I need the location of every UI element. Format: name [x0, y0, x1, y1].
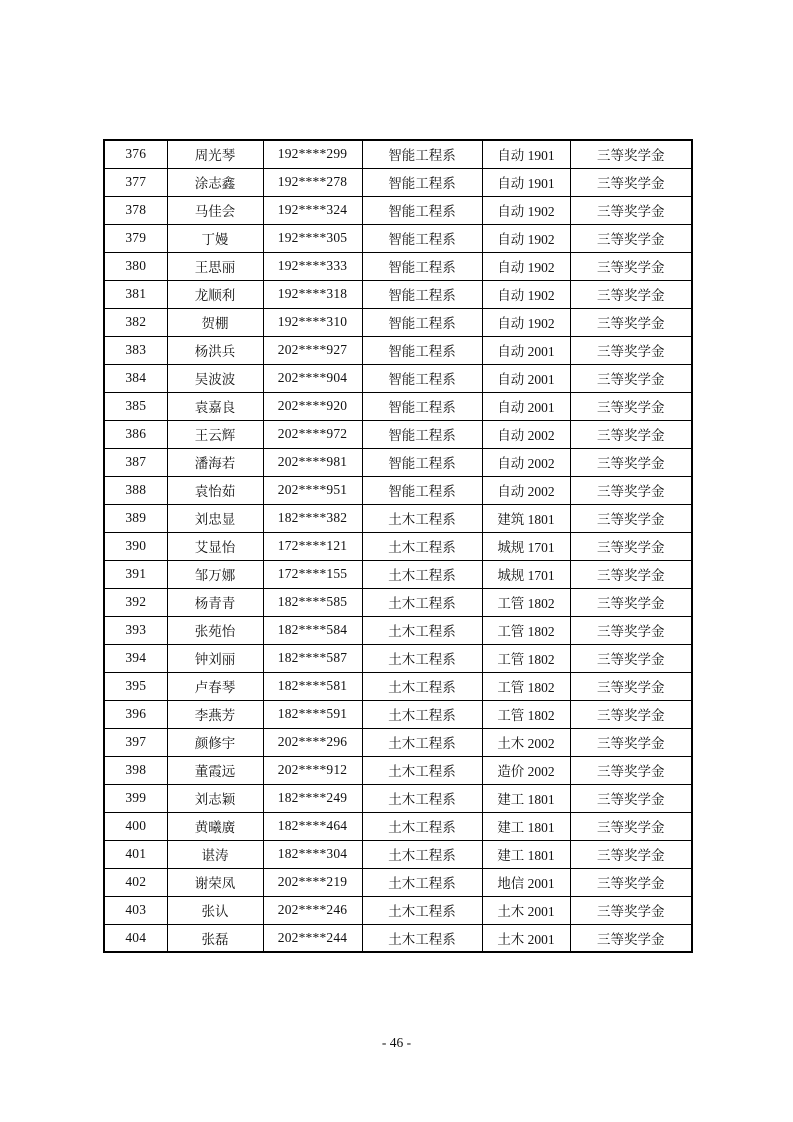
- cell-student-id: 182****382: [263, 504, 362, 532]
- cell-student-name: 袁怡茹: [167, 476, 263, 504]
- cell-row-number: 390: [104, 532, 167, 560]
- cell-department: 土木工程系: [362, 840, 482, 868]
- cell-class: 土木 2001: [482, 896, 570, 924]
- cell-student-id: 192****310: [263, 308, 362, 336]
- table-row: [104, 140, 692, 168]
- cell-department: 土木工程系: [362, 560, 482, 588]
- cell-row-number: 394: [104, 644, 167, 672]
- table-row: [104, 476, 692, 504]
- cell-student-id: 192****333: [263, 252, 362, 280]
- cell-row-number: 385: [104, 392, 167, 420]
- cell-student-id: 202****904: [263, 364, 362, 392]
- table-row: [104, 840, 692, 868]
- cell-student-name: 龙顺利: [167, 280, 263, 308]
- cell-row-number: 399: [104, 784, 167, 812]
- cell-student-id: 192****318: [263, 280, 362, 308]
- cell-department: 土木工程系: [362, 644, 482, 672]
- cell-student-name: 吴波波: [167, 364, 263, 392]
- cell-award: 三等奖学金: [570, 868, 692, 896]
- cell-award: 三等奖学金: [570, 728, 692, 756]
- table-row: [104, 420, 692, 448]
- cell-student-name: 贺棚: [167, 308, 263, 336]
- table-row: [104, 504, 692, 532]
- cell-department: 智能工程系: [362, 336, 482, 364]
- cell-department: 土木工程系: [362, 868, 482, 896]
- cell-student-id: 202****972: [263, 420, 362, 448]
- cell-department: 智能工程系: [362, 252, 482, 280]
- cell-class: 建工 1801: [482, 812, 570, 840]
- cell-department: 土木工程系: [362, 672, 482, 700]
- cell-student-id: 182****304: [263, 840, 362, 868]
- table-row: [104, 364, 692, 392]
- cell-department: 智能工程系: [362, 476, 482, 504]
- cell-class: 自动 2002: [482, 476, 570, 504]
- cell-class: 自动 1902: [482, 280, 570, 308]
- cell-student-name: 刘忠显: [167, 504, 263, 532]
- cell-row-number: 387: [104, 448, 167, 476]
- cell-department: 土木工程系: [362, 588, 482, 616]
- cell-department: 土木工程系: [362, 504, 482, 532]
- cell-award: 三等奖学金: [570, 336, 692, 364]
- table-row: [104, 756, 692, 784]
- cell-award: 三等奖学金: [570, 588, 692, 616]
- cell-class: 自动 1902: [482, 252, 570, 280]
- cell-student-name: 周光琴: [167, 140, 263, 168]
- page-number: - 46 -: [381, 1035, 412, 1050]
- cell-student-name: 杨青青: [167, 588, 263, 616]
- cell-student-id: 182****587: [263, 644, 362, 672]
- cell-class: 自动 2002: [482, 448, 570, 476]
- cell-row-number: 383: [104, 336, 167, 364]
- cell-award: 三等奖学金: [570, 644, 692, 672]
- cell-class: 自动 2001: [482, 336, 570, 364]
- cell-department: 土木工程系: [362, 616, 482, 644]
- cell-award: 三等奖学金: [570, 420, 692, 448]
- table-row: [104, 784, 692, 812]
- table-row: [104, 168, 692, 196]
- cell-student-id: 202****296: [263, 728, 362, 756]
- cell-student-id: 202****927: [263, 336, 362, 364]
- cell-class: 工管 1802: [482, 616, 570, 644]
- cell-award: 三等奖学金: [570, 196, 692, 224]
- table-row: [104, 196, 692, 224]
- cell-student-id: 182****585: [263, 588, 362, 616]
- cell-department: 土木工程系: [362, 756, 482, 784]
- cell-row-number: 404: [104, 924, 167, 952]
- cell-student-id: 182****591: [263, 700, 362, 728]
- cell-class: 自动 1902: [482, 308, 570, 336]
- table-row: [104, 868, 692, 896]
- cell-department: 智能工程系: [362, 280, 482, 308]
- cell-department: 土木工程系: [362, 812, 482, 840]
- cell-department: 智能工程系: [362, 168, 482, 196]
- cell-class: 地信 2001: [482, 868, 570, 896]
- cell-award: 三等奖学金: [570, 224, 692, 252]
- cell-student-name: 袁嘉良: [167, 392, 263, 420]
- cell-department: 土木工程系: [362, 896, 482, 924]
- cell-class: 工管 1802: [482, 700, 570, 728]
- cell-row-number: 389: [104, 504, 167, 532]
- cell-row-number: 382: [104, 308, 167, 336]
- cell-student-id: 172****155: [263, 560, 362, 588]
- cell-class: 自动 2001: [482, 392, 570, 420]
- cell-row-number: 393: [104, 616, 167, 644]
- cell-student-id: 192****278: [263, 168, 362, 196]
- award-table-body: [104, 140, 692, 952]
- cell-student-name: 杨洪兵: [167, 336, 263, 364]
- table-row: [104, 532, 692, 560]
- cell-student-name: 王云辉: [167, 420, 263, 448]
- cell-class: 工管 1802: [482, 672, 570, 700]
- cell-student-name: 潘海若: [167, 448, 263, 476]
- cell-student-name: 王思丽: [167, 252, 263, 280]
- cell-row-number: 402: [104, 868, 167, 896]
- cell-award: 三等奖学金: [570, 672, 692, 700]
- cell-student-name: 卢春琴: [167, 672, 263, 700]
- cell-department: 智能工程系: [362, 420, 482, 448]
- cell-award: 三等奖学金: [570, 812, 692, 840]
- cell-student-id: 182****584: [263, 616, 362, 644]
- table-row: [104, 812, 692, 840]
- cell-row-number: 380: [104, 252, 167, 280]
- cell-student-name: 张认: [167, 896, 263, 924]
- cell-student-name: 涂志鑫: [167, 168, 263, 196]
- cell-award: 三等奖学金: [570, 280, 692, 308]
- cell-award: 三等奖学金: [570, 168, 692, 196]
- cell-department: 智能工程系: [362, 308, 482, 336]
- cell-department: 智能工程系: [362, 224, 482, 252]
- cell-department: 智能工程系: [362, 140, 482, 168]
- cell-department: 土木工程系: [362, 700, 482, 728]
- cell-class: 工管 1802: [482, 644, 570, 672]
- cell-student-id: 182****249: [263, 784, 362, 812]
- cell-row-number: 396: [104, 700, 167, 728]
- cell-student-id: 172****121: [263, 532, 362, 560]
- cell-department: 土木工程系: [362, 784, 482, 812]
- table-row: [104, 728, 692, 756]
- cell-class: 建工 1801: [482, 840, 570, 868]
- cell-class: 自动 2002: [482, 420, 570, 448]
- cell-student-name: 钟刘丽: [167, 644, 263, 672]
- cell-class: 自动 1901: [482, 140, 570, 168]
- cell-award: 三等奖学金: [570, 364, 692, 392]
- table-row: [104, 896, 692, 924]
- cell-row-number: 392: [104, 588, 167, 616]
- cell-department: 智能工程系: [362, 364, 482, 392]
- cell-class: 建工 1801: [482, 784, 570, 812]
- cell-student-name: 谢荣凤: [167, 868, 263, 896]
- cell-award: 三等奖学金: [570, 140, 692, 168]
- table-row: [104, 924, 692, 952]
- cell-student-name: 丁嫚: [167, 224, 263, 252]
- cell-student-name: 李燕芳: [167, 700, 263, 728]
- cell-class: 自动 1902: [482, 196, 570, 224]
- cell-award: 三等奖学金: [570, 532, 692, 560]
- table-row: [104, 308, 692, 336]
- cell-award: 三等奖学金: [570, 616, 692, 644]
- cell-class: 城规 1701: [482, 560, 570, 588]
- cell-class: 自动 2001: [482, 364, 570, 392]
- cell-row-number: 377: [104, 168, 167, 196]
- cell-class: 建筑 1801: [482, 504, 570, 532]
- table-row: [104, 224, 692, 252]
- cell-row-number: 378: [104, 196, 167, 224]
- cell-award: 三等奖学金: [570, 448, 692, 476]
- cell-class: 工管 1802: [482, 588, 570, 616]
- cell-student-id: 202****951: [263, 476, 362, 504]
- cell-award: 三等奖学金: [570, 560, 692, 588]
- table-row: [104, 644, 692, 672]
- cell-student-id: 192****324: [263, 196, 362, 224]
- cell-class: 造价 2002: [482, 756, 570, 784]
- scholarship-table-container: [103, 139, 691, 953]
- table-row: [104, 588, 692, 616]
- cell-row-number: 395: [104, 672, 167, 700]
- cell-row-number: 403: [104, 896, 167, 924]
- cell-student-id: 182****581: [263, 672, 362, 700]
- cell-student-id: 202****912: [263, 756, 362, 784]
- cell-row-number: 391: [104, 560, 167, 588]
- cell-award: 三等奖学金: [570, 896, 692, 924]
- cell-award: 三等奖学金: [570, 392, 692, 420]
- table-row: [104, 336, 692, 364]
- cell-class: 自动 1902: [482, 224, 570, 252]
- cell-department: 智能工程系: [362, 448, 482, 476]
- cell-student-name: 刘志颖: [167, 784, 263, 812]
- cell-row-number: 388: [104, 476, 167, 504]
- cell-award: 三等奖学金: [570, 308, 692, 336]
- cell-student-id: 202****244: [263, 924, 362, 952]
- cell-row-number: 381: [104, 280, 167, 308]
- cell-award: 三等奖学金: [570, 700, 692, 728]
- table-row: [104, 700, 692, 728]
- cell-class: 土木 2002: [482, 728, 570, 756]
- cell-student-id: 192****305: [263, 224, 362, 252]
- cell-row-number: 401: [104, 840, 167, 868]
- cell-award: 三等奖学金: [570, 784, 692, 812]
- cell-award: 三等奖学金: [570, 840, 692, 868]
- cell-award: 三等奖学金: [570, 924, 692, 952]
- table-row: [104, 672, 692, 700]
- cell-student-name: 张苑怡: [167, 616, 263, 644]
- table-row: [104, 560, 692, 588]
- cell-class: 城规 1701: [482, 532, 570, 560]
- table-row: [104, 392, 692, 420]
- scholarship-table: [103, 139, 693, 953]
- cell-student-name: 谌涛: [167, 840, 263, 868]
- cell-row-number: 397: [104, 728, 167, 756]
- cell-student-name: 黄曦廣: [167, 812, 263, 840]
- cell-student-id: 182****464: [263, 812, 362, 840]
- cell-department: 土木工程系: [362, 532, 482, 560]
- table-row: [104, 448, 692, 476]
- cell-student-name: 董霞远: [167, 756, 263, 784]
- cell-department: 土木工程系: [362, 924, 482, 952]
- cell-student-id: 202****920: [263, 392, 362, 420]
- cell-department: 智能工程系: [362, 196, 482, 224]
- cell-department: 智能工程系: [362, 392, 482, 420]
- cell-row-number: 384: [104, 364, 167, 392]
- cell-class: 自动 1901: [482, 168, 570, 196]
- cell-student-id: 202****246: [263, 896, 362, 924]
- cell-row-number: 376: [104, 140, 167, 168]
- cell-student-name: 张磊: [167, 924, 263, 952]
- cell-student-name: 马佳会: [167, 196, 263, 224]
- cell-award: 三等奖学金: [570, 252, 692, 280]
- cell-student-name: 邹万娜: [167, 560, 263, 588]
- cell-student-name: 艾显怡: [167, 532, 263, 560]
- cell-department: 土木工程系: [362, 728, 482, 756]
- cell-row-number: 386: [104, 420, 167, 448]
- table-row: [104, 252, 692, 280]
- table-row: [104, 280, 692, 308]
- cell-student-id: 202****219: [263, 868, 362, 896]
- cell-row-number: 398: [104, 756, 167, 784]
- cell-class: 土木 2001: [482, 924, 570, 952]
- cell-student-id: 202****981: [263, 448, 362, 476]
- cell-row-number: 379: [104, 224, 167, 252]
- cell-award: 三等奖学金: [570, 504, 692, 532]
- cell-award: 三等奖学金: [570, 476, 692, 504]
- cell-award: 三等奖学金: [570, 756, 692, 784]
- cell-student-name: 颜修宇: [167, 728, 263, 756]
- cell-student-id: 192****299: [263, 140, 362, 168]
- cell-row-number: 400: [104, 812, 167, 840]
- table-row: [104, 616, 692, 644]
